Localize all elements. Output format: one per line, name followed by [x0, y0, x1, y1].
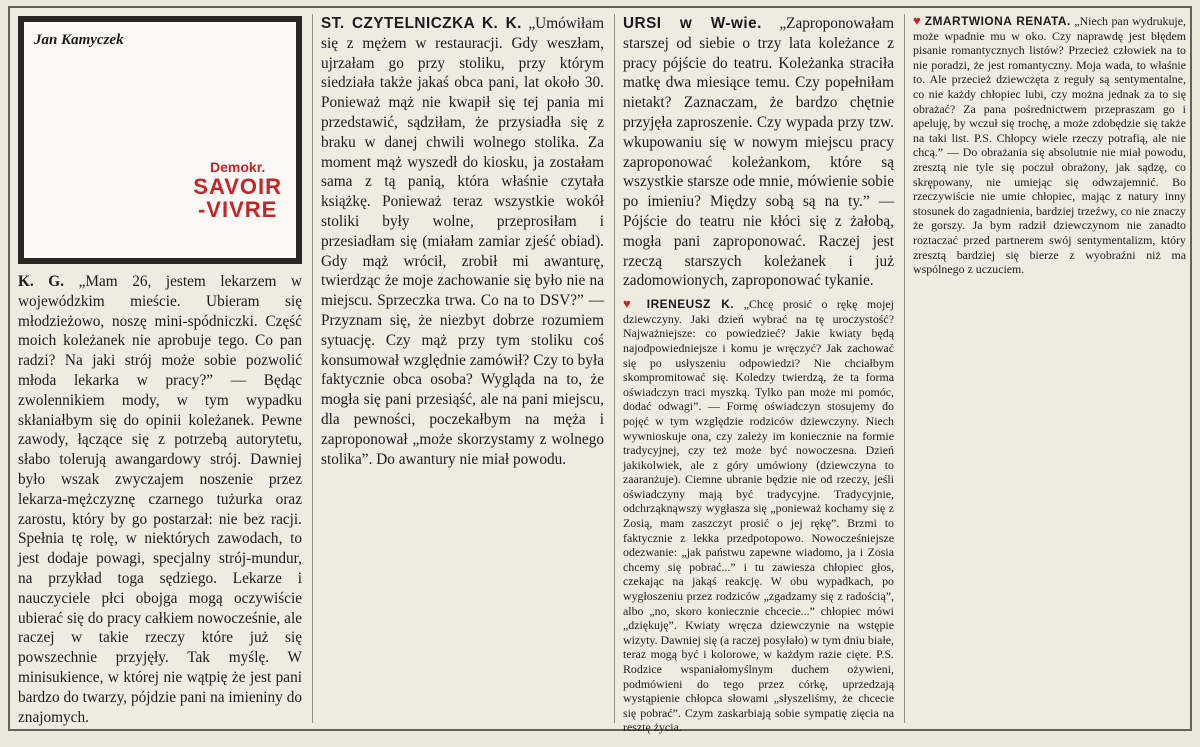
heart-icon: ♥: [623, 296, 638, 312]
letter-kg: [18, 272, 302, 727]
letter-zmartwiona-renata: [913, 14, 1186, 277]
rubric-small: Demokr.: [210, 159, 266, 175]
column-masthead: [18, 16, 302, 264]
letter-st-czytelniczka: [321, 14, 604, 469]
column-3: [614, 14, 902, 735]
letter-body: „Umówiłam się z mężem w restauracji. Gdy weszłam, ujrzałam go przy stoliku, przy którym siedziała także jakaś obca pani, lat około 30. Ponieważ mąż nie kwapił się tej pania mi przedstawić, sądziłam, że przysiadła się z braku w danej chwili wolnego stolika. Za moment mąż wyszedł do kiosku, ja zostałam sama z tą panią, która właśnie czytała książkę. Ponieważ teraz wszystkie wokół stoliki były wolne, przeprosiłam i przesiadłam się (miałam zamiar zjeść obiad). Gdy mąż wrócił, zrobił mi awanturę, twierdząc że moje zachowanie się było nie na miejscu. Sprzeczka trwa. Co na to DSV?” — Przyznam się, że niezbyt dobrze rozumiem sytuację. Czy mąż przy tym stoliku coś konsumował względnie zamówił? Czy to była faktycznie obca osoba? Wygląda na to, że mogła się pani przesiąść, ale na pani miejscu, dla pewności, poczekałbym na męża i zaproponował „może skorzystamy z wolnego stolika”. Do awantury nie miał powodu.: [321, 15, 604, 468]
rubric-line-1: SAVOIR: [193, 173, 282, 199]
column-2: [312, 14, 612, 723]
author-name: Jan Kamyczek: [34, 32, 124, 48]
rubric-line-2: -VIVRE: [197, 196, 278, 222]
column-4: [904, 14, 1194, 723]
letter-heading: ST. CZYTELNICZKA K. K.: [321, 15, 522, 32]
letter-heading: URSI w W-wie.: [623, 15, 762, 32]
newspaper-page: [8, 6, 1192, 735]
letter-ursi: [623, 14, 894, 291]
rubric-logo: [193, 160, 282, 221]
heart-icon: ♥: [913, 13, 922, 28]
letter-heading: IRENEUSZ K.: [646, 297, 735, 312]
letter-heading: ZMARTWIONA RENATA.: [924, 14, 1071, 28]
letter-body: „Niech pan wydrukuje, może wpadnie mu w oko. Czy naprawdę jest błędem pisanie romantycznych listów? Przecież człowiek na to nie poradzi, że jest romantyczny. Moja wada, to właśnie to. Ale przecież dziewczęta z reguły są sentymentalne, co nie każdy chłopiec lubi, czy można jednak za to się obrażać? Za pana pośrednictwem przepraszam go i apeluję, by wczuł się trochę, a może zdobędzie się także na taki list. P.S. Chłopcy wiele rzeczy potrafią, ale nie chcą.” — Do obrażania się absolutnie nie miał powodu, zresztą nie tyle się poczuł obrażony, jak sądzę, co skrępowany, nie umiejąc się odwzajemnić. Bo rzeczywiście nie umie chłopiec, mając z natury inny stosunek do zagadnienia, bardziej trzeźwy, co nie znaczy że gorszy. Ja bym radził dziewczynom nie zanadto roztaczać przed partnerem swój sentymentalizm, który zresztą bardziej się bierze z wyobraźni niż ma wspólnego z uczuciem.: [913, 14, 1186, 277]
column-1: [10, 14, 310, 726]
letter-body: „Zaproponowałam starszej od siebie o trzy lata koleżance z pracy pójście do teatru. Koleżanka straciła matkę dwa miesiące temu. Czy popełniłam nietakt? Zaznaczam, że bardzo chętnie przyjęła zaproszenie. Czy wypada przy tzw. wkupowaniu się w nowym miejscu pracy zaproponować koleżankom, które są wszystkie starsze ode mnie, mówienie sobie po imieniu? Między sobą są na ty.” — Pójście do teatru nie kłóci się z żałobą, mogła pani zaproponować. Raczej jest rzeczą starszych koleżanek i już zadomowionych, zaproponować tykanie.: [623, 15, 895, 290]
letter-body: „Chcę prosić o rękę mojej dziewczyny. Jaki dzień wybrać na tę uroczystość? Najważniejsze: co powiedzieć? Jakie kwiaty będą najodpowiedniejsze i komu je wręczyć? Jak zachować się po usłyszeniu odpowiedzi? Nie chciałbym skompromitować się. Koledzy twierdzą, że ta forma oświadczyn traci myszką. Tylko pan może mi pomóc, dodać odwagi”. — Formę oświadczyn stosujemy do pojęć w tym względzie rodziców dziewczyny. Niech wywnioskuje ona, czy zależy im koniecznie na formie tradycyjnej, czy też może być nowoczesna. Dzień jakikolwiek, ale z góry umówiony (dziewczyna to zaaranżuje). Ciemne ubranie będzie nie od rzeczy, jeśli oświadczyny mają być tradycyjne. Tradycyjnie, odchrząknąwszy wygłasza się „ponieważ kochamy się z Zosią, mam zaszczyt prosić o jej rękę”. Brzmi to faktycznie z lekka przedpotopowo. Nowocześniejsze odezwanie: „jak państwu zapewne wiadomo, ja i Zosia chcemy się pobrać...” i tu zawiesza chłopiec głos, czekając na jakąś reakcję. W obu wypadkach, po wygłoszeniu przez rodziców „zgadzamy się z radością”, albo „no, skoro koniecznie chcecie...” chłopiec mówi „dziękuję”. Kwiaty wręcza dziewczynie na wstępie wizyty. Dawniej się (a raczej posyłało) w tym dniu białe, teraz mogą być i kolorowe, w każdym razie cięte. P.S. Rodzice wspaniałomyślnym duchem ożywieni, podmówieni do tego przez córkę, uprzedzają wystąpienie chłopca słowami „słyszeliśmy, że chcecie się pobrać”. Czym zaskarbiają sobie sympatię zięcia na resztę życia.: [623, 297, 894, 735]
letter-heading: K. G.: [18, 273, 64, 290]
letter-ireneusz: [623, 297, 894, 735]
letter-body: „Mam 26, jestem lekarzem w wojewódzkim mieście. Ubieram się młodzieżowo, noszę mini-spódniczki. Część moich koleżanek nie aprobuje tego. Co pan radzi? Na jaki strój może sobie pozwolić młoda lekarka w pracy?” — Będąc zwolennikiem mody, w tym wypadku skłaniałbym się do opinii koleżanek. Pewne zawody, łączące się z potrzebą autorytetu, słabo tolerują awangardowy strój. Dawniej było wszak zwyczajem noszenie przez lekarza-mężczyznę czarnego tużurka oraz zarostu, który by go postarzał: nie bez racji. Spełnia tę rolę, w niektórych zawodach, to jest dodaje powagi, specjalny strój-mundur, na przykład toga sędziego. Lekarze i nauczyciele płci obojga mogą oczywiście ubierać się do pracy całkiem nowocześnie, ale raczej w takie rzeczy które już się powszechnie przyjęły. Tak myślę. W minisukience, w której nie wątpię że jest pani bardzo do twarzy, pójdzie pani na imieniny do znajomych.: [18, 273, 302, 726]
